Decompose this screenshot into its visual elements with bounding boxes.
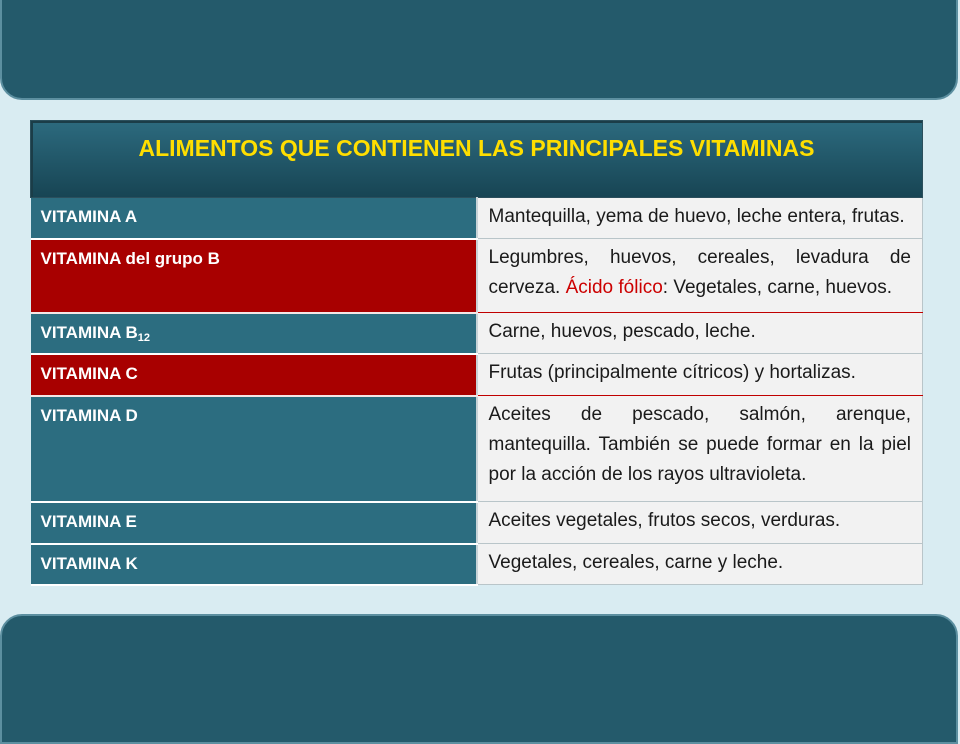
food-list: Aceites de pescado, salmón, arenque, mantequilla. También se puede formar en la piel por la acción de los rayos ultravioleta. — [477, 396, 923, 502]
vitamin-label — [31, 313, 477, 354]
vitamin-label: VITAMINA del grupo B — [31, 239, 477, 313]
table-row — [31, 544, 923, 585]
food-list: Mantequilla, yema de huevo, leche entera, frutas. — [477, 198, 923, 239]
vitamin-label: VITAMINA D — [31, 396, 477, 502]
vitamin-label: VITAMINA K — [31, 544, 477, 585]
food-list: Frutas (principalmente cítricos) y hortalizas. — [477, 354, 923, 396]
bottom-banner — [0, 614, 958, 744]
top-banner — [0, 0, 958, 100]
table-title-row — [31, 121, 923, 198]
table-row — [31, 502, 923, 544]
folic-acid-foods: : Vegetales, carne, huevos. — [662, 277, 892, 298]
vitamin-label: VITAMINA E — [31, 502, 477, 544]
table-row — [31, 239, 923, 313]
vitamin-label: VITAMINA C — [31, 354, 477, 396]
folic-acid-label: Ácido fólico — [565, 277, 663, 298]
table-row — [31, 354, 923, 396]
table-row — [31, 198, 923, 239]
vitamin-label-base: VITAMINA B — [40, 322, 138, 342]
food-list — [477, 239, 923, 313]
vitamin-label-subscript: 12 — [137, 331, 151, 344]
food-list: Carne, huevos, pescado, leche. — [477, 313, 923, 354]
table-title: ALIMENTOS QUE CONTIENEN LAS PRINCIPALES VITAMINAS — [31, 121, 923, 198]
vitamin-label: VITAMINA A — [31, 198, 477, 239]
food-list-text: Legumbres, huevos, cereales, levadura de cerveza. — [488, 247, 911, 298]
food-list: Vegetales, cereales, carne y leche. — [477, 544, 923, 585]
table-row — [31, 396, 923, 502]
vitamins-table — [30, 120, 923, 586]
table-row — [31, 313, 923, 354]
food-list: Aceites vegetales, frutos secos, verduras. — [477, 502, 923, 544]
